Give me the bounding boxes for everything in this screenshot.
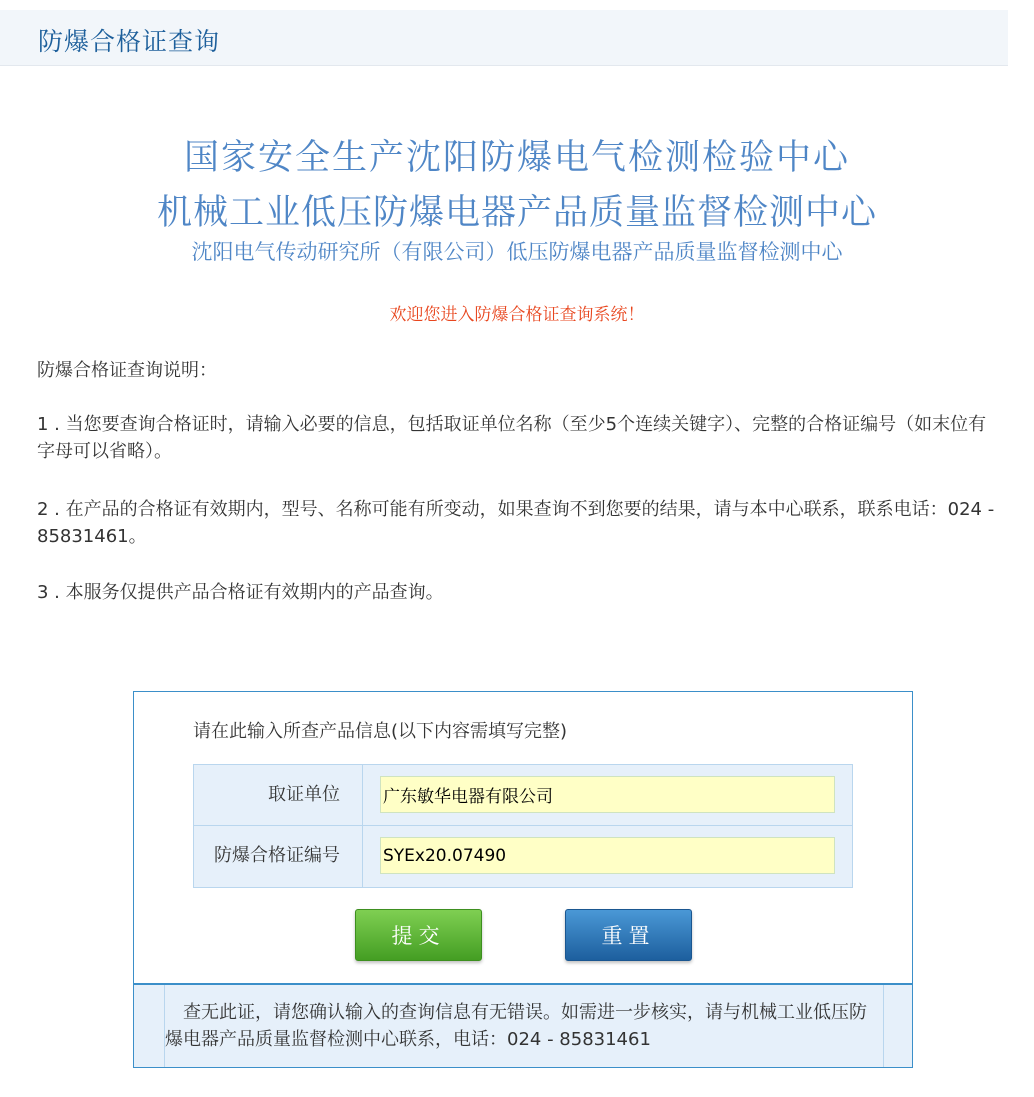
org-name-line-2: 机械工业低压防爆电器产品质量监督检测中心 [156,193,877,233]
result-message: 查无此证，请您确认输入的查询信息有无错误。如需进一步核实，请与机械工业低压防爆电器产品质量监督检测中心联系，电话：024 - 85831461 [164,985,884,1067]
instructions-title: 防爆合格证查询说明： [37,360,217,381]
org-name-line-1: 国家安全生产沈阳防爆电气检测检验中心 [183,138,850,178]
unit-label: 取证单位 [194,765,363,825]
submit-button[interactable]: 提交 [355,909,482,961]
form-intro: 请在此输入所查产品信息(以下内容需填写完整) [193,721,568,742]
form-row-unit [194,765,852,826]
instruction-item-2: 2 . 在产品的合格证有效期内，型号、名称可能有所变动，如果查询不到您要的结果，请与本中心联系，联系电话：024 - 85831461。 [37,499,995,547]
page-header [0,10,1008,66]
query-form-panel [133,691,913,1068]
reset-button[interactable]: 重置 [565,909,692,961]
result-area [134,983,912,1067]
cert-number-input[interactable] [380,837,835,874]
instruction-item-1: 1 . 当您要查询合格证时，请输入必要的信息，包括取证单位名称（至少5个连续关键字）、完整的合格证编号（如末位有字母可以省略）。 [37,414,987,462]
instruction-item-3: 3 . 本服务仅提供产品合格证有效期内的产品查询。 [37,582,444,603]
unit-input[interactable] [380,776,835,813]
form-row-cert [194,826,852,887]
cert-number-label: 防爆合格证编号 [194,826,363,887]
org-name-line-3: 沈阳电气传动研究所（有限公司）低压防爆电器产品质量监督检测中心 [191,240,843,264]
page-title: 防爆合格证查询 [38,27,221,56]
welcome-message: 欢迎您进入防爆合格证查询系统！ [389,305,645,325]
query-form-table [193,764,853,888]
